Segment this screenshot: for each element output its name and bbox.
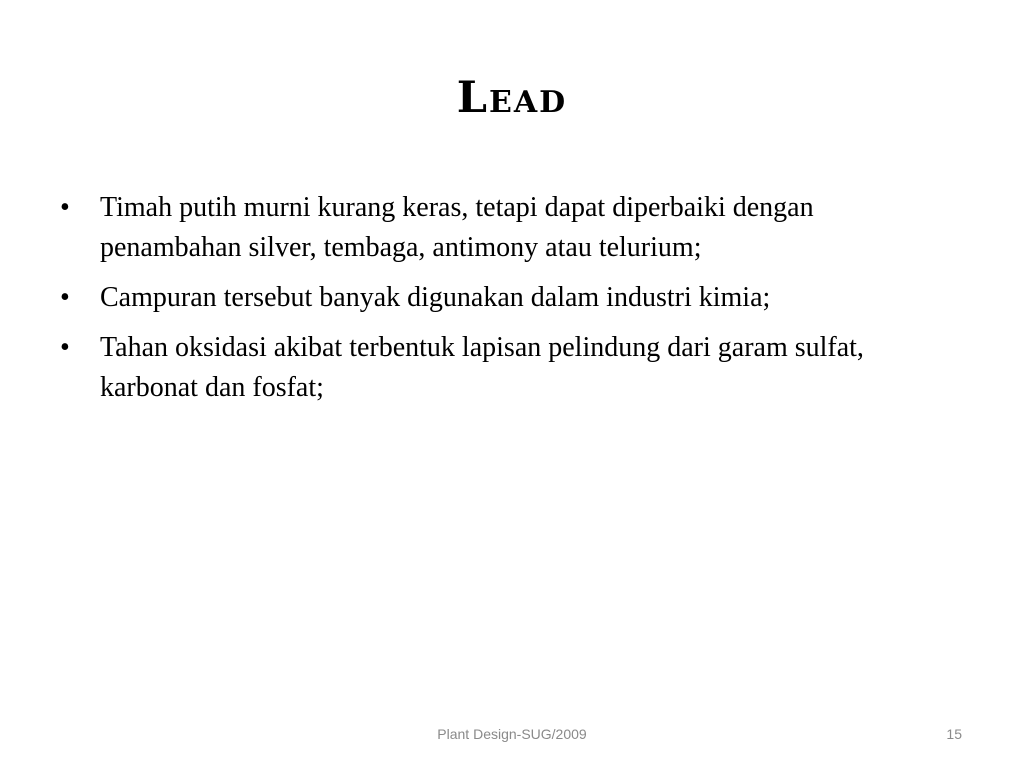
footer-text: Plant Design-SUG/2009 — [437, 726, 587, 742]
bullet-marker: • — [60, 332, 70, 363]
slide-title: Lead — [456, 73, 568, 123]
bullet-item — [60, 188, 960, 268]
bullet-list — [60, 188, 960, 418]
page-number: 15 — [946, 726, 962, 742]
bullet-item — [60, 328, 960, 408]
bullet-marker: • — [60, 192, 70, 223]
bullet-text: Timah putih murni kurang keras, tetapi dapat diperbaiki dengan penambahan silver, tembaga, antimony atau telurium; — [100, 192, 814, 263]
bullet-text: Campuran tersebut banyak digunakan dalam industri kimia; — [100, 282, 771, 313]
bullet-marker: • — [60, 282, 70, 313]
bullet-text: Tahan oksidasi akibat terbentuk lapisan pelindung dari garam sulfat, karbonat dan fosfat; — [100, 332, 864, 403]
bullet-item — [60, 278, 960, 318]
